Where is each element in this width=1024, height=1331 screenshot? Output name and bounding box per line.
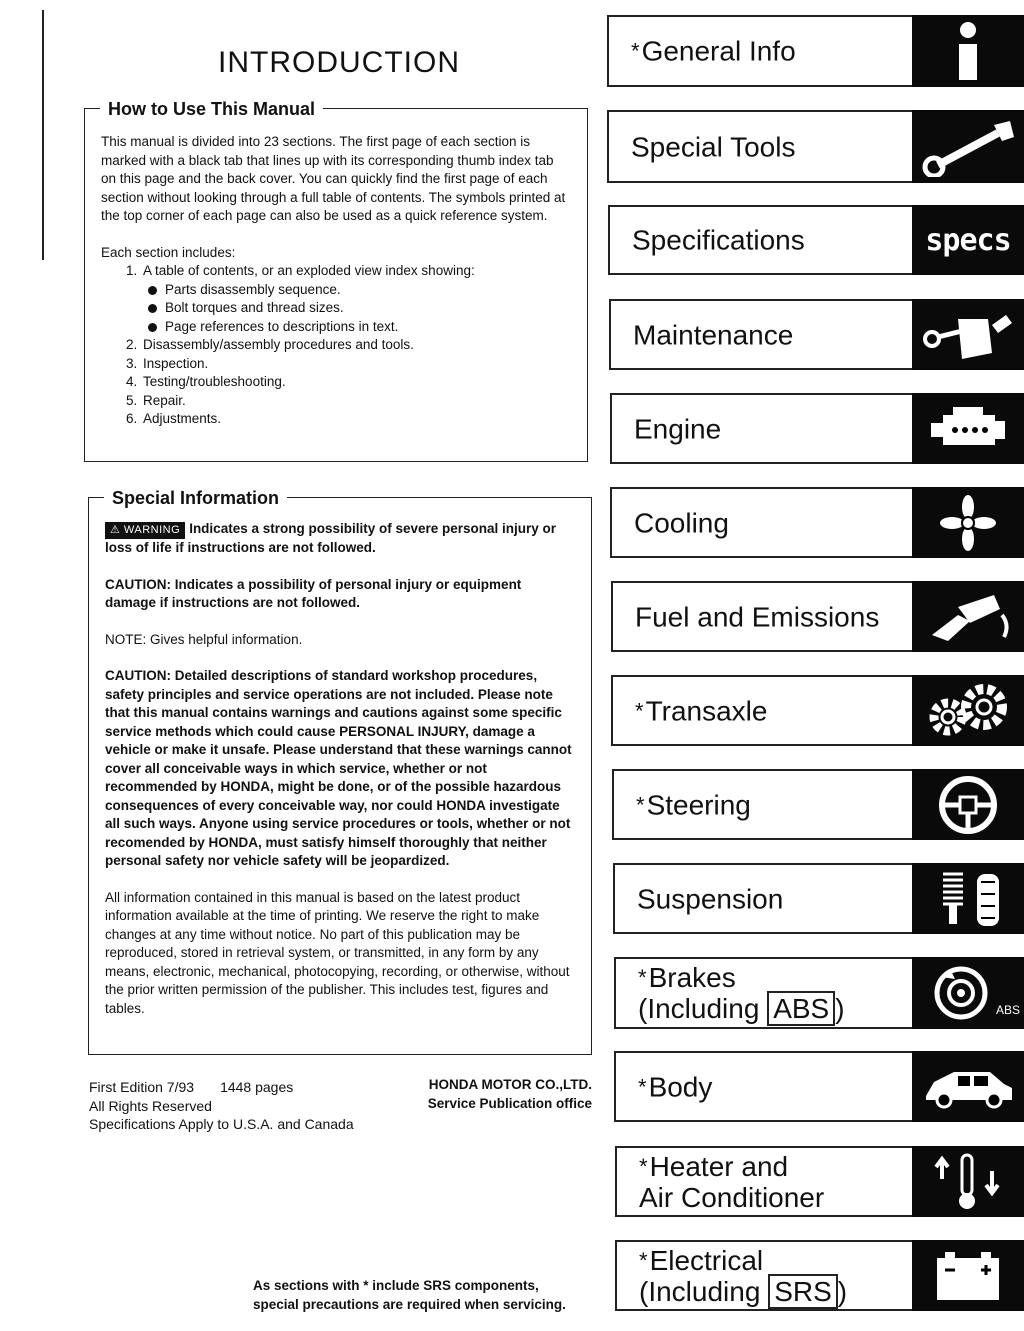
list-item: 6. Adjustments. — [141, 410, 571, 429]
tab-label: Body — [648, 1071, 713, 1102]
tab-label-line2: Air Conditioner — [639, 1181, 825, 1213]
wrench-icon — [912, 110, 1024, 183]
sub-list — [143, 281, 571, 337]
thermometer-icon — [912, 1146, 1024, 1217]
tab-label: Transaxle — [645, 695, 768, 726]
srs-note: As sections with * include SRS components, special precautions are required when servicing. — [253, 1278, 566, 1312]
tab-label: Cooling — [634, 507, 729, 538]
tab-label: Steering — [646, 789, 751, 820]
tab-cooling[interactable] — [610, 487, 1024, 558]
tab-label: Heater and — [649, 1150, 789, 1182]
info-icon — [912, 15, 1024, 87]
company-name: HONDA MOTOR CO.,LTD. — [428, 1077, 592, 1092]
specs-icon: specs — [912, 205, 1024, 275]
tab-specifications[interactable] — [608, 205, 1024, 275]
tab-engine[interactable] — [610, 393, 1024, 464]
how-to-use-box — [84, 108, 588, 462]
each-section-label: Each section includes: — [101, 244, 236, 260]
list-item: Parts disassembly sequence. — [165, 281, 571, 300]
battery-icon — [912, 1240, 1024, 1311]
tab-brakes[interactable]: *Brakes (Including ABS ) ABS — [614, 957, 1024, 1029]
warning-badge: ⚠ WARNING — [105, 522, 185, 539]
publisher-info — [380, 1076, 592, 1113]
how-to-use-title: How to Use This Manual — [100, 99, 323, 119]
tab-label: Brakes — [648, 962, 736, 993]
applies-to: Specifications Apply to U.S.A. and Canada — [89, 1116, 354, 1132]
list-item: 3. Inspection. — [141, 355, 571, 374]
list-item: 4. Testing/troubleshooting. — [141, 373, 571, 392]
tab-label: Engine — [634, 413, 722, 444]
tab-label: Electrical — [649, 1244, 764, 1276]
list-item: Bolt torques and thread sizes. — [165, 299, 571, 318]
page-title: INTRODUCTION — [218, 46, 460, 80]
page-count: 1448 pages — [220, 1079, 294, 1095]
maintenance-hand-icon — [912, 299, 1024, 370]
note-paragraph: NOTE: Gives helpful information. — [105, 631, 303, 647]
list-item: 2. Disassembly/assembly procedures and tools. — [141, 336, 571, 355]
car-body-icon — [912, 1051, 1024, 1122]
publication-office: Service Publication office — [427, 1095, 592, 1111]
engine-icon — [912, 393, 1024, 464]
tab-label: Maintenance — [633, 319, 794, 350]
tab-label: General Info — [641, 35, 796, 67]
special-info-title: Special Information — [104, 488, 287, 508]
tab-suspension[interactable] — [613, 863, 1024, 934]
section-contents-list — [101, 262, 571, 429]
abs-boxed-label: ABS — [767, 991, 835, 1026]
tab-heater-and-air-conditioner[interactable]: *Heater and Air Conditioner — [615, 1146, 1024, 1217]
list-item: 1. A table of contents, or an exploded view index showing: Parts disassembly sequence. Bolt torques and thread sizes. Page references to descriptions in text. — [141, 262, 571, 336]
tab-fuel-and-emissions[interactable] — [611, 581, 1024, 652]
rights: All Rights Reserved — [89, 1097, 212, 1114]
binding-line — [42, 10, 44, 260]
special-info-box — [88, 497, 592, 1055]
caution-detail-paragraph: CAUTION: Detailed descriptions of standard workshop procedures, safety principles and service operations are not included. Please note that this manual contains warnings and cautions against some specific service methods which could cause PERSONAL INJURY, damage a vehicle or make it unsafe. Please understand that these warnings cannot cover all conceivable ways in which service, whether or not recommended by HONDA, might be done, or of the possible hazardous consequences of every conceivable way, nor could HONDA investigate all such ways. Anyone using service procedures or tools, whether or not recomended by HONDA, must satisfy himself thoroughly that neither personal safety nor vehicle safety will be jeopardized. — [105, 668, 572, 868]
brake-disc-icon — [912, 957, 1024, 1029]
srs-boxed-label: SRS — [768, 1274, 838, 1309]
tab-body[interactable]: *Body — [614, 1051, 1024, 1122]
tab-label: Special Tools — [631, 131, 796, 162]
tab-maintenance[interactable] — [609, 299, 1024, 370]
fuel-nozzle-icon — [912, 581, 1024, 652]
list-item: 5. Repair. — [141, 392, 571, 411]
warning-paragraph: ⚠ WARNING Indicates a strong possibility of severe personal injury or loss of life if instructions are not followed. — [105, 521, 557, 555]
shock-absorber-icon — [912, 863, 1024, 934]
tab-transaxle[interactable]: *Transaxle — [611, 675, 1024, 746]
edition-info — [89, 1078, 354, 1134]
tab-general-info[interactable]: *General Info — [607, 15, 1024, 87]
tab-label: Fuel and Emissions — [635, 601, 880, 632]
how-to-use-intro: This manual is divided into 23 sections. The first page of each section is marked with a black tab that lines up with its corresponding thumb index tab on this page and the back cover. You can quickly find the first page of each section without looking through a full table of contents. The symbols printed at the top corner of each page can also be used as a quick reference system. — [101, 134, 566, 223]
list-item: Page references to descriptions in text. — [165, 318, 571, 337]
tab-label: Specifications — [632, 224, 805, 256]
tab-electrical[interactable]: *Electrical (Including SRS ) — [615, 1240, 1024, 1311]
fan-icon — [912, 487, 1024, 558]
gears-icon — [912, 675, 1024, 746]
disclaimer-paragraph: All information contained in this manual is based on the latest product information available at the time of printing. We reserve the right to make changes at any time without notice. No part of this publication may be reproduced, stored in retrieval system, or transmitted, in any form by any means, electronic, mechanical, photocopying, recording, or otherwise, without the prior written permission of the publisher. This includes test, figures and tables. — [105, 889, 570, 1016]
tab-steering[interactable]: *Steering — [612, 769, 1024, 840]
steering-wheel-icon — [912, 769, 1024, 840]
tab-special-tools[interactable] — [607, 110, 1024, 183]
tab-label: Suspension — [637, 883, 784, 914]
abs-icon-label: ABS — [995, 1003, 1020, 1017]
edition: First Edition 7/93 — [89, 1079, 195, 1095]
caution-paragraph: CAUTION: Indicates a possibility of personal injury or equipment damage if instructions are not followed. — [105, 576, 522, 610]
